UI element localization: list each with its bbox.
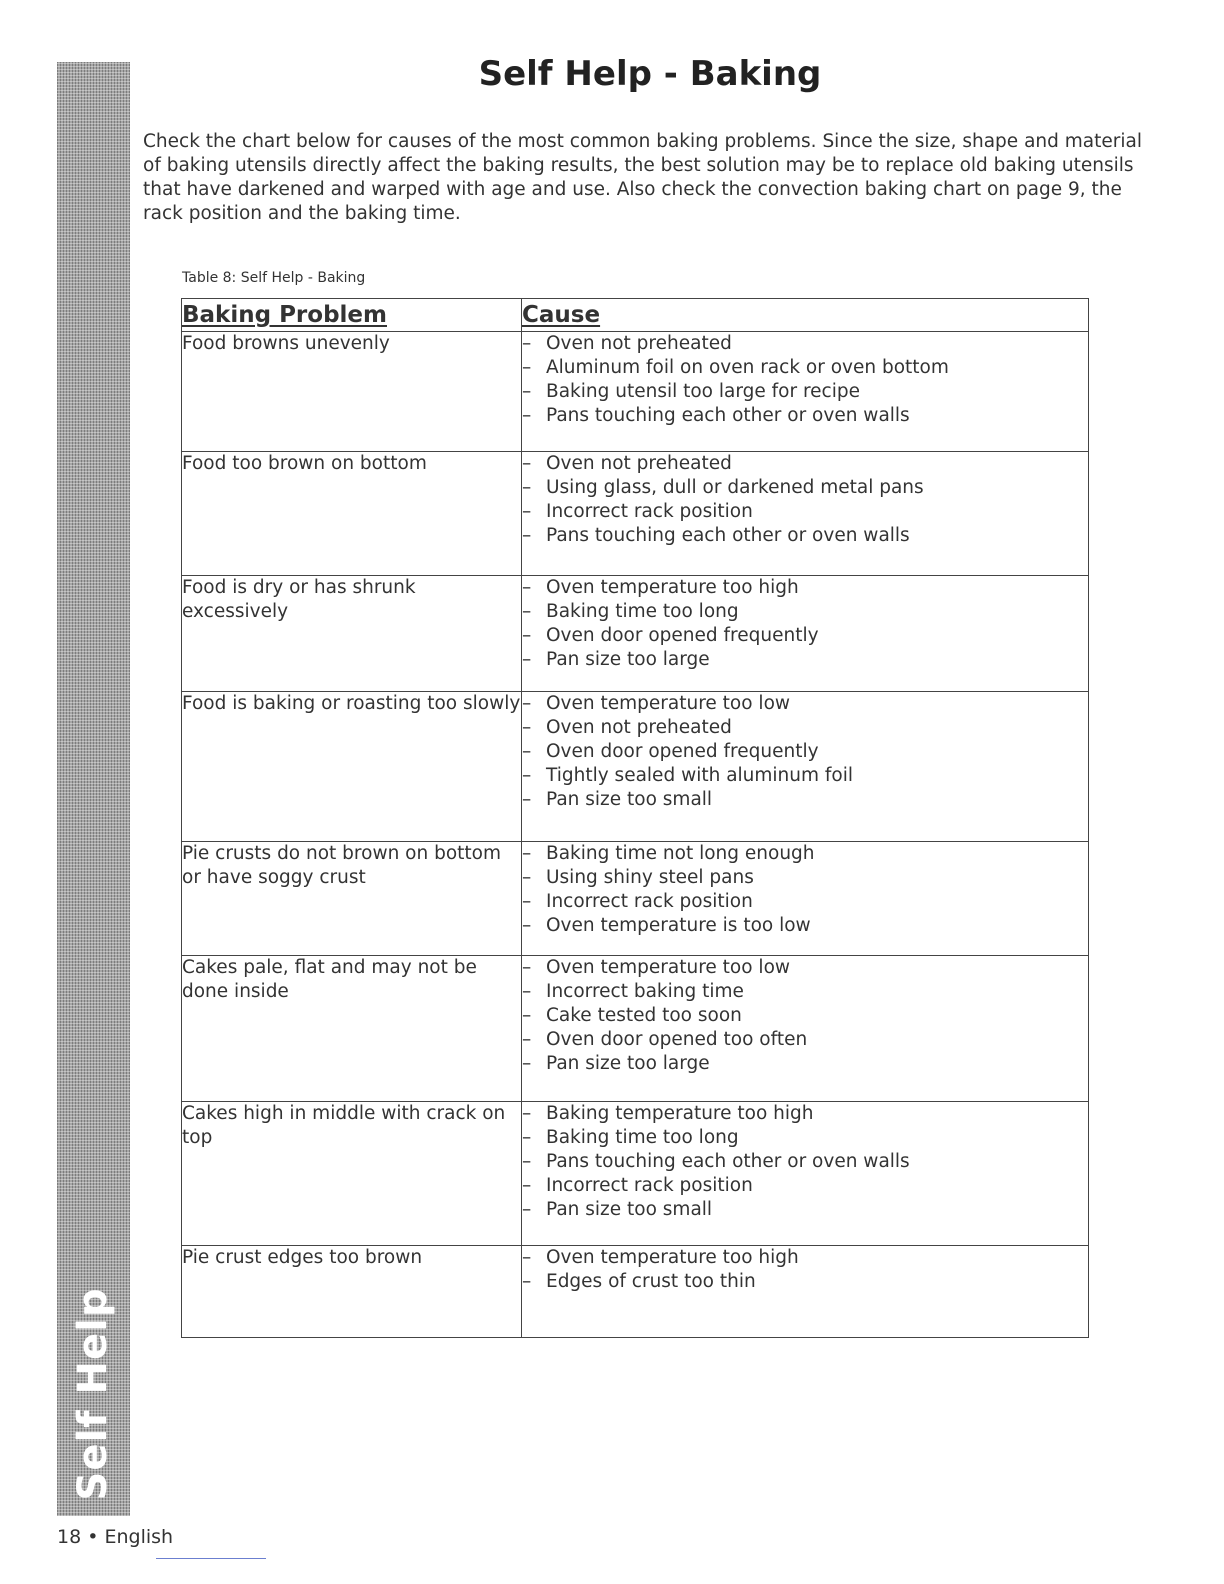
cause-item: – Incorrect rack position <box>522 1174 1088 1198</box>
cause-item: – Incorrect rack position <box>522 500 1088 524</box>
table-header-row <box>182 299 1089 332</box>
table-row <box>182 956 1089 1102</box>
cause-list <box>522 452 1088 548</box>
cause-cell <box>522 842 1089 956</box>
header-baking-problem-label: Baking Problem <box>182 302 387 328</box>
cause-cell <box>522 956 1089 1102</box>
cause-item: – Pan size too large <box>522 648 1088 672</box>
cause-item: – Pans touching each other or oven walls <box>522 1150 1088 1174</box>
problem-cell: Pie crust edges too brown <box>182 1246 522 1338</box>
cause-item: – Oven door opened too often <box>522 1028 1088 1052</box>
cause-item: – Edges of crust too thin <box>522 1270 1088 1294</box>
cause-item: – Oven temperature too low <box>522 692 1088 716</box>
cause-list <box>522 576 1088 672</box>
page-footer: 18 • English <box>57 1526 174 1548</box>
side-tab-text: Self Help <box>70 1287 116 1501</box>
table-caption: Table 8: Self Help - Baking <box>182 270 366 286</box>
cause-cell <box>522 332 1089 452</box>
cause-cell <box>522 576 1089 692</box>
cause-item: – Oven door opened frequently <box>522 740 1088 764</box>
cause-list <box>522 842 1088 938</box>
table-row <box>182 576 1089 692</box>
cause-item: – Baking utensil too large for recipe <box>522 380 1088 404</box>
cause-item: – Oven temperature too high <box>522 1246 1088 1270</box>
cause-item: – Pans touching each other or oven walls <box>522 404 1088 428</box>
cause-list <box>522 332 1088 428</box>
cause-item: – Tightly sealed with aluminum foil <box>522 764 1088 788</box>
table-row <box>182 332 1089 452</box>
baking-help-table <box>181 298 1089 1338</box>
table-row <box>182 1102 1089 1246</box>
cause-item: – Aluminum foil on oven rack or oven bottom <box>522 356 1088 380</box>
cause-item: – Incorrect baking time <box>522 980 1088 1004</box>
table-row <box>182 842 1089 956</box>
problem-cell: Food too brown on bottom <box>182 452 522 576</box>
cause-item: – Pans touching each other or oven walls <box>522 524 1088 548</box>
cause-cell <box>522 1102 1089 1246</box>
cause-item: – Oven door opened frequently <box>522 624 1088 648</box>
cause-list <box>522 956 1088 1076</box>
problem-cell: Food is baking or roasting too slowly <box>182 692 522 842</box>
cause-item: – Oven not preheated <box>522 452 1088 476</box>
cause-item: – Pan size too small <box>522 1198 1088 1222</box>
cause-item: – Oven temperature too high <box>522 576 1088 600</box>
cause-item: – Oven not preheated <box>522 332 1088 356</box>
table-row <box>182 1246 1089 1338</box>
problem-cell: Cakes pale, flat and may not be done inside <box>182 956 522 1102</box>
cause-item: – Baking time not long enough <box>522 842 1088 866</box>
cause-item: – Baking temperature too high <box>522 1102 1088 1126</box>
cause-item: – Using glass, dull or darkened metal pans <box>522 476 1088 500</box>
cause-item: – Baking time too long <box>522 1126 1088 1150</box>
table-row <box>182 452 1089 576</box>
cause-item: – Oven not preheated <box>522 716 1088 740</box>
problem-cell: Food browns unevenly <box>182 332 522 452</box>
page-title: Self Help - Baking <box>478 54 822 94</box>
problem-cell: Food is dry or has shrunk excessively <box>182 576 522 692</box>
problem-cell: Pie crusts do not brown on bottom or have soggy crust <box>182 842 522 956</box>
cause-item: – Baking time too long <box>522 600 1088 624</box>
header-cause <box>522 299 1089 332</box>
intro-paragraph: Check the chart below for causes of the most common baking problems. Since the size, shape and material of baking utensils directly affect the baking results, the best solution may be to replace old baking utensils that have darkened and warped with age and use. Also check the convection baking chart on page 9, the rack position and the baking time. <box>143 131 1142 224</box>
side-tab-label <box>70 1287 116 1501</box>
cause-item: – Cake tested too soon <box>522 1004 1088 1028</box>
cause-cell <box>522 692 1089 842</box>
header-baking-problem <box>182 299 522 332</box>
cause-cell <box>522 452 1089 576</box>
cause-item: – Oven temperature too low <box>522 956 1088 980</box>
footer-rule <box>156 1558 266 1559</box>
table-row <box>182 692 1089 842</box>
cause-cell <box>522 1246 1089 1338</box>
cause-item: – Oven temperature is too low <box>522 914 1088 938</box>
side-tab-bar <box>57 62 130 1516</box>
cause-item: – Pan size too large <box>522 1052 1088 1076</box>
problem-cell: Cakes high in middle with crack on top <box>182 1102 522 1246</box>
cause-item: – Incorrect rack position <box>522 890 1088 914</box>
cause-list <box>522 692 1088 812</box>
cause-list <box>522 1246 1088 1294</box>
header-cause-label: Cause <box>522 302 601 328</box>
cause-item: – Using shiny steel pans <box>522 866 1088 890</box>
cause-list <box>522 1102 1088 1222</box>
cause-item: – Pan size too small <box>522 788 1088 812</box>
